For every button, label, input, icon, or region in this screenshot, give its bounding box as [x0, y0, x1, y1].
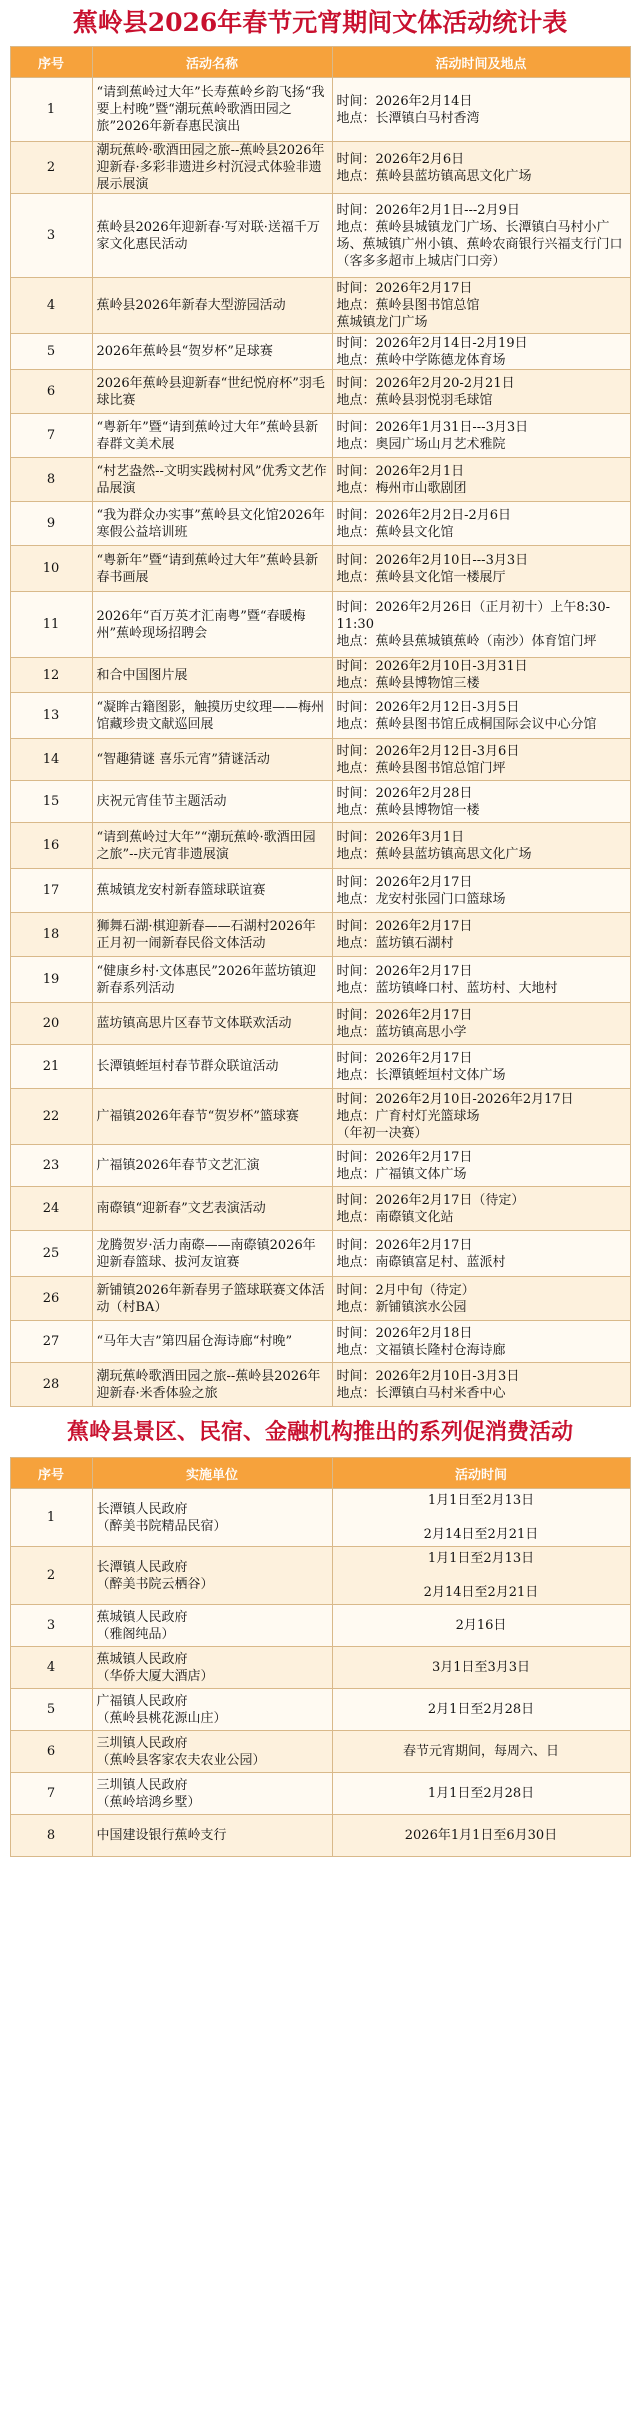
row-number: 23 [10, 1145, 92, 1187]
activity-name: 2026年蕉岭县迎新春“世纪悦府杯”羽毛球比赛 [92, 370, 332, 414]
row-number: 1 [10, 1489, 92, 1547]
activity-time: 时间：2026年2月17日 [336, 963, 473, 979]
activity-time: 时间：2026年3月1日 [336, 829, 465, 845]
activity-time: 时间：2026年2月17日（待定） [336, 1192, 525, 1208]
row-number: 19 [10, 957, 92, 1003]
activity-place: 地点：南磜镇文化站 [336, 1209, 454, 1225]
activity-name: “智趣猜谜 喜乐元宵”猜谜活动 [92, 739, 332, 781]
time-place-cell [332, 592, 630, 658]
row-number: 12 [10, 658, 92, 693]
activity-place: 地点：蓝坊镇石湖村 [336, 935, 454, 951]
promotion-table [10, 1457, 631, 1857]
time-place-cell [332, 458, 630, 502]
activity-place: 地点：广育村灯光篮球场 （年初一决赛） [336, 1109, 480, 1141]
time-place-cell [332, 1145, 630, 1187]
time-place-cell [332, 739, 630, 781]
activity-time: 时间：2026年2月1日---2月9日 [336, 202, 520, 218]
table-row [10, 957, 630, 1003]
activity-name: 庆祝元宵佳节主题活动 [92, 781, 332, 823]
time-place-cell [332, 1089, 630, 1145]
activity-time: 时间：2026年2月14日-2月19日 [336, 335, 528, 351]
row-number: 21 [10, 1045, 92, 1089]
activity-name: 南磜镇“迎新春”文艺表演活动 [92, 1187, 332, 1231]
activity-time: 时间：2026年2月2日-2月6日 [336, 507, 512, 523]
promo-time: 2月16日 [332, 1605, 630, 1647]
activity-name: 潮玩蕉岭歌酒田园之旅--蕉岭县2026年迎新春·米香体验之旅 [92, 1363, 332, 1407]
time-place-cell [332, 913, 630, 957]
activity-name: “健康乡村·文体惠民”2026年蓝坊镇迎新春系列活动 [92, 957, 332, 1003]
activity-time: 时间：2026年2月17日 [336, 1050, 473, 1066]
time-place-cell [332, 1187, 630, 1231]
activity-time: 时间：2026年1月31日---3月3日 [336, 419, 529, 435]
activity-place: 地点：南磜镇富足村、蓝派村 [336, 1254, 506, 1270]
row-number: 11 [10, 592, 92, 658]
section2-title: 蕉岭县景区、民宿、金融机构推出的系列促消费活动 [66, 1419, 573, 1445]
activity-place: 地点：长潭镇蛭垣村文体广场 [336, 1067, 506, 1083]
time-place-cell [332, 370, 630, 414]
table-row [10, 1363, 630, 1407]
activity-name: “请到蕉岭过大年”长寿蕉岭乡韵飞扬“我要上村晚”暨“潮玩蕉岭歌酒田园之旅”2026年新春惠民演出 [92, 78, 332, 142]
row-number: 4 [10, 1647, 92, 1689]
activity-name: 蕉城镇龙安村新春篮球联谊赛 [92, 869, 332, 913]
time-place-cell [332, 502, 630, 546]
table-row [10, 739, 630, 781]
table-row [10, 1689, 630, 1731]
time-place-cell [332, 781, 630, 823]
activity-name: 蓝坊镇高思片区春节文体联欢活动 [92, 1003, 332, 1045]
row-number: 3 [10, 194, 92, 278]
activity-place: 地点：蕉岭县蕉城镇蕉岭（南沙）体育馆门坪 [336, 634, 597, 649]
row-number: 22 [10, 1089, 92, 1145]
time-place-cell [332, 957, 630, 1003]
promo-time: 春节元宵期间，每周六、日 [332, 1731, 630, 1773]
table-row [10, 1277, 630, 1321]
activity-place: 地点：蕉岭县文化馆一楼展厅 [336, 569, 506, 585]
activity-time: 时间：2026年2月17日 [336, 281, 473, 296]
row-number: 5 [10, 334, 92, 370]
time-place-cell [332, 658, 630, 693]
header-name: 活动名称 [92, 47, 332, 78]
unit-name: 中国建设银行蕉岭支行 [92, 1815, 332, 1857]
activity-time: 时间：2026年2月1日 [336, 463, 465, 479]
activity-place: 地点：蕉岭中学陈德龙体育场 [336, 352, 506, 368]
activity-time: 时间：2026年2月17日 [336, 1149, 473, 1165]
table-row [10, 1731, 630, 1773]
promo-time: 1月1日至2月13日 2月14日至2月21日 [332, 1489, 630, 1547]
activity-name: 长潭镇蛭垣村春节群众联谊活动 [92, 1045, 332, 1089]
activity-time: 时间：2026年2月28日 [336, 785, 473, 801]
activity-place: 地点：新铺镇滨水公园 [336, 1299, 467, 1315]
table-row [10, 278, 630, 334]
table-row [10, 142, 630, 194]
activity-name: 广福镇2026年春节文艺汇演 [92, 1145, 332, 1187]
activity-name: “凝眸古籍图影，触摸历史纹理——梅州馆藏珍贵文献巡回展 [92, 693, 332, 739]
time-place-cell [332, 1003, 630, 1045]
row-number: 9 [10, 502, 92, 546]
time-place-cell [332, 1045, 630, 1089]
activity-name: 狮舞石湖·棋迎新春——石湖村2026年正月初一闹新春民俗文体活动 [92, 913, 332, 957]
activity-name: 蕉岭县2026年迎新春·写对联·送福千万家文化惠民活动 [92, 194, 332, 278]
activity-place: 地点：文福镇长隆村仓海诗廊 [336, 1342, 506, 1358]
table-row [10, 1773, 630, 1815]
table-row [10, 823, 630, 869]
time-place-cell [332, 869, 630, 913]
activity-time: 时间：2026年2月17日 [336, 874, 473, 890]
activity-time: 时间：2026年2月10日-2026年2月17日 [336, 1092, 574, 1107]
activity-place: 地点：蕉岭县图书馆总馆 蕉城镇龙门广场 [336, 298, 480, 330]
time-place-cell [332, 142, 630, 194]
activity-name: 新铺镇2026年新春男子篮球联赛文体活动（村BA） [92, 1277, 332, 1321]
table-row [10, 458, 630, 502]
unit-name: 长潭镇人民政府 （醉美书院精品民宿） [92, 1489, 332, 1547]
table-header-row [10, 47, 630, 78]
activity-time: 时间：2月中旬（待定） [336, 1282, 475, 1298]
time-place-cell [332, 1363, 630, 1407]
header-unit: 实施单位 [92, 1458, 332, 1489]
row-number: 14 [10, 739, 92, 781]
activity-name: “粤新年”暨“请到蕉岭过大年”蕉岭县新春群文美术展 [92, 414, 332, 458]
table-row [10, 502, 630, 546]
row-number: 5 [10, 1689, 92, 1731]
activity-place: 地点：蕉岭县博物馆一楼 [336, 802, 480, 818]
activity-name: 和合中国图片展 [92, 658, 332, 693]
activity-place: 地点：长潭镇白马村香湾 [336, 110, 480, 126]
header-no: 序号 [10, 47, 92, 78]
activity-place: 地点：蕉岭县文化馆 [336, 524, 454, 540]
activity-place: 地点：蓝坊镇高思小学 [336, 1024, 467, 1040]
activity-place: 地点：蕉岭县图书馆总馆门坪 [336, 760, 506, 776]
activity-time: 时间：2026年2月17日 [336, 1237, 473, 1253]
row-number: 6 [10, 370, 92, 414]
row-number: 17 [10, 869, 92, 913]
table-row [10, 869, 630, 913]
time-place-cell [332, 823, 630, 869]
header-no: 序号 [10, 1458, 92, 1489]
row-number: 26 [10, 1277, 92, 1321]
table-row [10, 1547, 630, 1605]
time-place-cell [332, 194, 630, 278]
unit-name: 长潭镇人民政府 （醉美书院云栖谷） [92, 1547, 332, 1605]
table-row [10, 913, 630, 957]
activity-name: “我为群众办实事”蕉岭县文化馆2026年寒假公益培训班 [92, 502, 332, 546]
unit-name: 蕉城镇人民政府 （华侨大厦大酒店） [92, 1647, 332, 1689]
activity-name: “马年大吉”第四届仓海诗廊“村晚” [92, 1321, 332, 1363]
table-row [10, 1815, 630, 1857]
activity-time: 时间：2026年2月10日---3月3日 [336, 552, 529, 568]
table-row [10, 546, 630, 592]
row-number: 25 [10, 1231, 92, 1277]
row-number: 4 [10, 278, 92, 334]
activity-table [10, 46, 631, 1407]
table-row [10, 781, 630, 823]
time-place-cell [332, 1277, 630, 1321]
activity-time: 时间：2026年2月17日 [336, 918, 473, 934]
row-number: 20 [10, 1003, 92, 1045]
promo-time: 1月1日至2月28日 [332, 1773, 630, 1815]
table-row [10, 1647, 630, 1689]
activity-name: 广福镇2026年春节“贺岁杯”篮球赛 [92, 1089, 332, 1145]
activity-time: 时间：2026年2月20-2月21日 [336, 375, 515, 391]
table-row [10, 414, 630, 458]
row-number: 2 [10, 142, 92, 194]
activity-place: 地点：蕉岭县城镇龙门广场、长潭镇白马村小广场、蕉城镇广州小镇、蕉岭农商银行兴福支行门口（客多多超市上城店门口旁） [336, 219, 623, 269]
activity-place: 地点：梅州市山歌剧团 [336, 480, 467, 496]
promo-time: 2026年1月1日至6月30日 [332, 1815, 630, 1857]
activity-place: 地点：蕉岭县图书馆丘成桐国际会议中心分馆 [336, 716, 597, 732]
row-number: 16 [10, 823, 92, 869]
row-number: 8 [10, 458, 92, 502]
row-number: 18 [10, 913, 92, 957]
promo-time: 1月1日至2月13日 2月14日至2月21日 [332, 1547, 630, 1605]
table-row [10, 1045, 630, 1089]
table-row [10, 370, 630, 414]
activity-name: 蕉岭县2026年新春大型游园活动 [92, 278, 332, 334]
activity-time: 时间：2026年2月12日-3月5日 [336, 699, 520, 715]
row-number: 27 [10, 1321, 92, 1363]
table-row [10, 1231, 630, 1277]
time-place-cell [332, 1231, 630, 1277]
activity-place: 地点：长潭镇白马村米香中心 [336, 1385, 506, 1401]
table-row [10, 1187, 630, 1231]
row-number: 7 [10, 414, 92, 458]
time-place-cell [332, 334, 630, 370]
row-number: 1 [10, 78, 92, 142]
activity-time: 时间：2026年2月10日-3月3日 [336, 1368, 520, 1384]
activity-place: 地点：蕉岭县蓝坊镇高思文化广场 [336, 168, 532, 184]
unit-name: 三圳镇人民政府 （蕉岭培鸿乡墅） [92, 1773, 332, 1815]
table-header-row [10, 1458, 630, 1489]
activity-name: 2026年“百万英才汇南粤”暨“春暖梅州”蕉岭现场招聘会 [92, 592, 332, 658]
promo-time: 2月1日至2月28日 [332, 1689, 630, 1731]
table-row [10, 592, 630, 658]
activity-place: 地点：蕉岭县博物馆三楼 [336, 676, 480, 691]
row-number: 8 [10, 1815, 92, 1857]
row-number: 28 [10, 1363, 92, 1407]
activity-name: “请到蕉岭过大年”“潮玩蕉岭·歌酒田园之旅”--庆元宵非遗展演 [92, 823, 332, 869]
activity-name: 龙腾贺岁·活力南磜——南磜镇2026年迎新春篮球、拔河友谊赛 [92, 1231, 332, 1277]
activity-name: “村艺盎然--文明实践树村风”优秀文艺作品展演 [92, 458, 332, 502]
activity-place: 地点：蕉岭县羽悦羽毛球馆 [336, 392, 493, 408]
unit-name: 蕉城镇人民政府 （雅阁纯品） [92, 1605, 332, 1647]
time-place-cell [332, 546, 630, 592]
table-row [10, 1145, 630, 1187]
header-time-place: 活动时间及地点 [332, 47, 630, 78]
time-place-cell [332, 693, 630, 739]
activity-time: 时间：2026年2月17日 [336, 1007, 473, 1023]
table-row [10, 693, 630, 739]
time-place-cell [332, 78, 630, 142]
activity-place: 地点：龙安村张园门口篮球场 [336, 891, 506, 907]
time-place-cell [332, 278, 630, 334]
table-row [10, 1089, 630, 1145]
activity-place: 地点：蕉岭县蓝坊镇高思文化广场 [336, 846, 532, 862]
row-number: 13 [10, 693, 92, 739]
row-number: 2 [10, 1547, 92, 1605]
table-row [10, 658, 630, 693]
activity-time: 时间：2026年2月18日 [336, 1325, 473, 1341]
table-row [10, 334, 630, 370]
row-number: 6 [10, 1731, 92, 1773]
page-title: 蕉岭县2026年春节元宵期间文体活动统计表 [72, 8, 568, 37]
unit-name: 广福镇人民政府 （蕉岭县桃花源山庄） [92, 1689, 332, 1731]
row-number: 15 [10, 781, 92, 823]
table-row [10, 1321, 630, 1363]
table-row [10, 1605, 630, 1647]
table-row [10, 1003, 630, 1045]
unit-name: 三圳镇人民政府 （蕉岭县客家农夫农业公园） [92, 1731, 332, 1773]
table-row [10, 194, 630, 278]
activity-time: 时间：2026年2月12日-3月6日 [336, 743, 520, 759]
promo-time: 3月1日至3月3日 [332, 1647, 630, 1689]
activity-time: 时间：2026年2月6日 [336, 151, 465, 167]
row-number: 7 [10, 1773, 92, 1815]
time-place-cell [332, 1321, 630, 1363]
activity-place: 地点：广福镇文体广场 [336, 1166, 467, 1182]
activity-name: 2026年蕉岭县“贺岁杯”足球赛 [92, 334, 332, 370]
activity-time: 时间：2026年2月26日（正月初十）上午8:30-11:30 [336, 600, 610, 632]
activity-name: “粤新年”暨“请到蕉岭过大年”蕉岭县新春书画展 [92, 546, 332, 592]
activity-place: 地点：奥园广场山月艺术雅院 [336, 436, 506, 452]
table-row [10, 1489, 630, 1547]
time-place-cell [332, 414, 630, 458]
table-row [10, 78, 630, 142]
header-time: 活动时间 [332, 1458, 630, 1489]
activity-time: 时间：2026年2月14日 [336, 93, 473, 109]
activity-time: 时间：2026年2月10日-3月31日 [336, 659, 528, 674]
activity-place: 地点：蓝坊镇峰口村、蓝坊村、大地村 [336, 980, 558, 996]
row-number: 3 [10, 1605, 92, 1647]
activity-name: 潮玩蕉岭·歌酒田园之旅--蕉岭县2026年迎新春·多彩非遗进乡村沉浸式体验非遗展示展演 [92, 142, 332, 194]
row-number: 24 [10, 1187, 92, 1231]
row-number: 10 [10, 546, 92, 592]
